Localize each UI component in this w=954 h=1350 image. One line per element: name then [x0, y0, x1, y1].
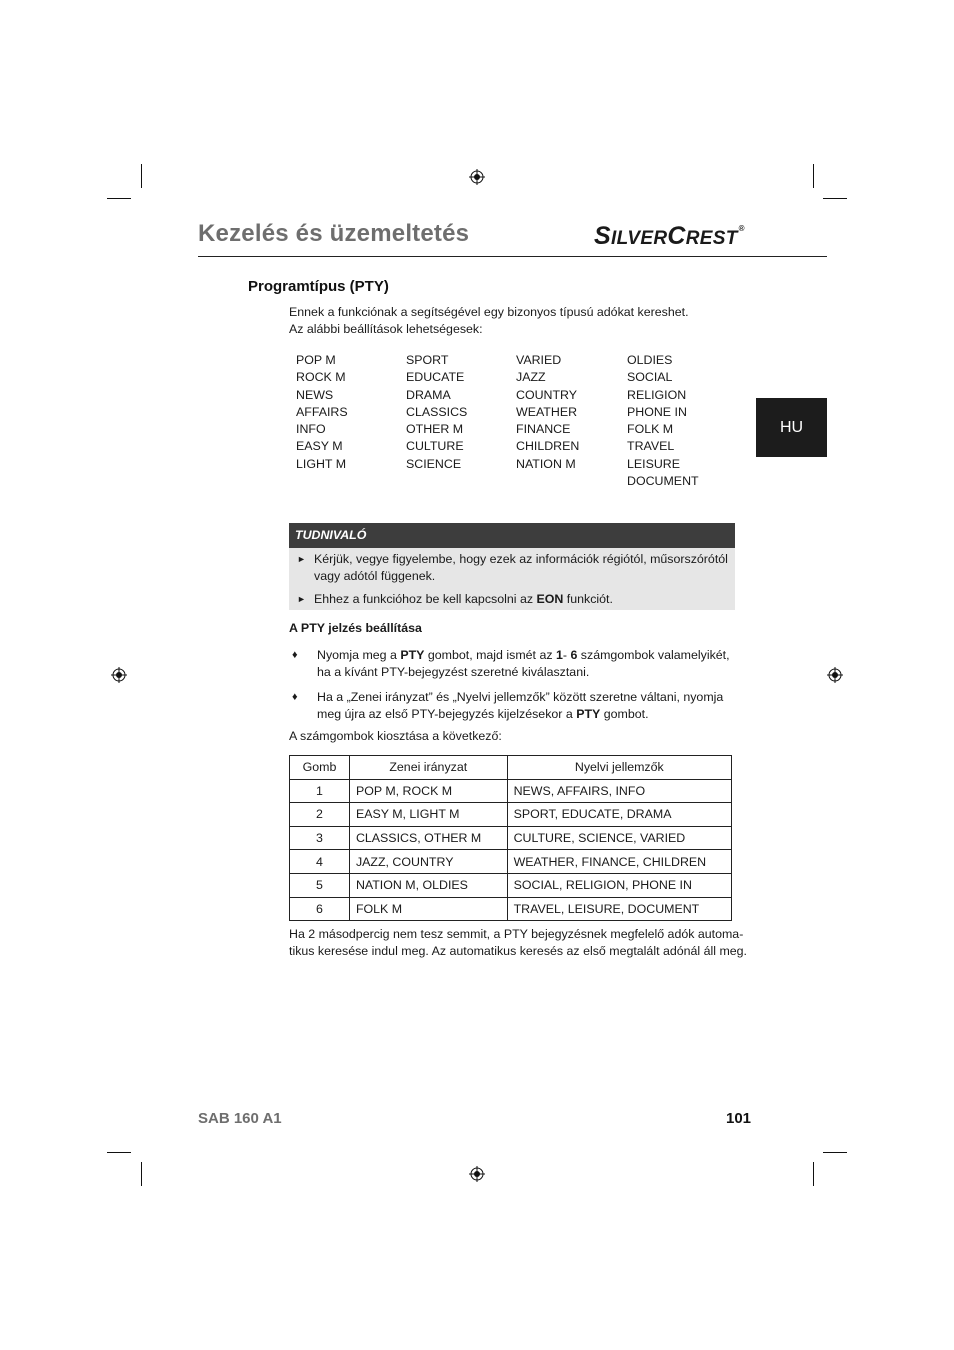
subsection-heading: A PTY jelzés beállítása: [289, 621, 422, 635]
registration-mark-icon: [111, 667, 127, 683]
table-row: [290, 897, 732, 921]
note-box: [289, 523, 735, 610]
table-row: [290, 779, 732, 803]
closing-paragraph-line: tikus keresése indul meg. Az automatikus keresés az első megtalált adónál áll meg.: [289, 944, 747, 958]
bullet-text: számgombok valamelyikét,: [577, 648, 730, 662]
table-cell: NEWS, AFFAIRS, INFO: [507, 779, 731, 803]
pty-type: OTHER M: [406, 422, 464, 437]
registration-mark-icon: [469, 1166, 485, 1182]
table-cell: WEATHER, FINANCE, CHILDREN: [507, 850, 731, 874]
registration-mark-icon: [469, 169, 485, 185]
pty-type: SOCIAL: [627, 370, 673, 385]
header-divider: [198, 256, 827, 257]
table-header: Gomb: [290, 756, 350, 780]
table-row: [290, 803, 732, 827]
pty-type: POP M: [296, 353, 336, 367]
bullet-text: -: [562, 648, 571, 662]
pty-type: DOCUMENT: [627, 474, 699, 489]
table-cell: 2: [290, 803, 350, 827]
pty-type: DRAMA: [406, 387, 451, 402]
crop-mark: [823, 198, 847, 199]
pty-type: FOLK M: [627, 422, 674, 437]
bullet-text: gombot, majd ismét az: [424, 648, 556, 662]
table-cell: TRAVEL, LEISURE, DOCUMENT: [507, 897, 731, 921]
arrow-right-icon: ►: [297, 554, 306, 564]
intro-line: Ennek a funkciónak a segítségével egy bizonyos típusú adókat kereshet.: [289, 305, 689, 319]
crop-mark: [141, 1162, 142, 1186]
table-row: [290, 850, 732, 874]
pty-type: PHONE IN: [627, 404, 687, 419]
brand-logo: SILVERCREST®: [594, 222, 745, 250]
pty-column: [406, 352, 516, 490]
table-cell: SOCIAL, RELIGION, PHONE IN: [507, 873, 731, 897]
table-header: Zenei irányzat: [349, 756, 507, 780]
table-cell: JAZZ, COUNTRY: [349, 850, 507, 874]
page-title: Kezelés és üzemeltetés: [198, 220, 470, 247]
crop-mark: [813, 164, 814, 188]
pty-type: CHILDREN: [516, 439, 580, 454]
table-cell: 1: [290, 779, 350, 803]
table-cell: 4: [290, 850, 350, 874]
intro-line: Az alábbi beállítások lehetségesek:: [289, 322, 483, 336]
bullet-text-bold: PTY: [576, 707, 601, 721]
pty-type: FINANCE: [516, 422, 571, 437]
table-cell: CULTURE, SCIENCE, VARIED: [507, 826, 731, 850]
pty-type: EDUCATE: [406, 370, 465, 385]
pty-type: LEISURE: [627, 456, 681, 471]
bullet-text: Nyomja meg a: [317, 648, 401, 662]
pty-column: [296, 352, 406, 490]
pty-type: NEWS: [296, 387, 334, 402]
pty-column: [627, 352, 737, 490]
table-cell: 3: [290, 826, 350, 850]
diamond-bullet-icon: ♦: [292, 691, 298, 703]
table-cell: SPORT, EDUCATE, DRAMA: [507, 803, 731, 827]
bullet-text: gombot.: [600, 707, 649, 721]
pty-type: NATION M: [516, 456, 576, 471]
pty-type: JAZZ: [516, 370, 546, 385]
pty-type: COUNTRY: [516, 387, 578, 402]
pty-type: CULTURE: [406, 439, 464, 454]
closing-paragraph-line: Ha 2 másodpercig nem tesz semmit, a PTY bejegyzésnek megfelelő adók automa-: [289, 927, 744, 941]
table-header: Nyelvi jellemzők: [507, 756, 731, 780]
crop-mark: [141, 164, 142, 188]
bullet-text-bold: 1: [555, 648, 563, 662]
pty-type: EASY M: [296, 439, 343, 454]
note-heading: TUDNIVALÓ: [289, 523, 735, 548]
pty-type: LIGHT M: [296, 456, 347, 471]
pty-type: VARIED: [516, 353, 562, 367]
table-cell: 5: [290, 873, 350, 897]
pty-type: WEATHER: [516, 404, 578, 419]
pty-type: SCIENCE: [406, 456, 462, 471]
crop-mark: [823, 1152, 847, 1153]
registration-mark-icon: [827, 667, 843, 683]
table-header-row: [290, 756, 732, 780]
bullet-text: meg újra az első PTY-bejegyzés kijelzésekor a: [317, 707, 577, 721]
bullet-text: ha a kívánt PTY-bejegyzést szeretné kiválasztani.: [317, 665, 590, 679]
pty-type: RELIGION: [627, 387, 687, 402]
key-assignment-table: [289, 755, 732, 921]
pty-type: SPORT: [406, 353, 449, 367]
table-intro: A számgombok kiosztása a következő:: [289, 729, 502, 743]
pty-type: OLDIES: [627, 353, 673, 367]
crop-mark: [107, 198, 131, 199]
bullet-text: Ha a „Zenei irányzat” és „Nyelvi jellemzők” között szeretne váltani, nyomja: [317, 690, 724, 704]
language-tab: HU: [756, 398, 827, 457]
table-cell: NATION M, OLDIES: [349, 873, 507, 897]
page-number: 101: [726, 1110, 752, 1127]
table-cell: 6: [290, 897, 350, 921]
table-cell: FOLK M: [349, 897, 507, 921]
diamond-bullet-icon: ♦: [292, 649, 298, 661]
model-number: SAB 160 A1: [198, 1110, 282, 1127]
note-text: vagy adótól függenek.: [314, 569, 436, 583]
note-text-bold: EON: [536, 592, 564, 606]
table-cell: CLASSICS, OTHER M: [349, 826, 507, 850]
pty-type: CLASSICS: [406, 404, 468, 419]
table-row: [290, 873, 732, 897]
note-text: funkciót.: [563, 592, 613, 606]
pty-column: [516, 352, 627, 490]
bullet-text-bold: PTY: [400, 648, 425, 662]
note-text: Kérjük, vegye figyelembe, hogy ezek az információk régiótól, műsorszórótól: [314, 552, 728, 566]
table-row: [290, 826, 732, 850]
bullet-text-bold: 6: [570, 648, 578, 662]
pty-type-list: [296, 352, 736, 490]
crop-mark: [813, 1162, 814, 1186]
pty-type: INFO: [296, 422, 326, 437]
note-text: Ehhez a funkcióhoz be kell kapcsolni az: [314, 592, 537, 606]
pty-type: TRAVEL: [627, 439, 675, 454]
table-cell: POP M, ROCK M: [349, 779, 507, 803]
pty-type: ROCK M: [296, 370, 346, 385]
table-cell: EASY M, LIGHT M: [349, 803, 507, 827]
arrow-right-icon: ►: [297, 594, 306, 604]
pty-type: AFFAIRS: [296, 404, 348, 419]
section-heading: Programtípus (PTY): [248, 278, 389, 295]
crop-mark: [107, 1152, 131, 1153]
